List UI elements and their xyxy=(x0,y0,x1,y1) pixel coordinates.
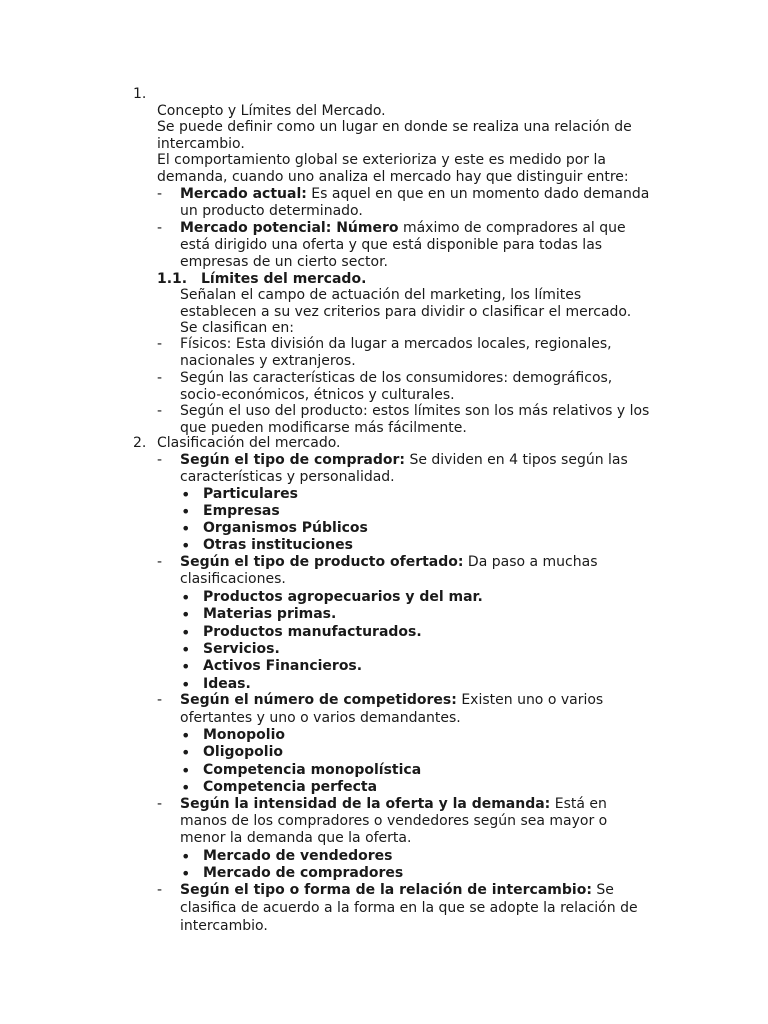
item-continuation: características y personalidad. xyxy=(180,469,395,485)
section-1-number: 1. xyxy=(133,86,147,102)
bullet-icon: • xyxy=(181,519,191,538)
item-continuation: clasifica de acuerdo a la forma en la que se adopte la relación de xyxy=(180,900,638,916)
list-item: Según las características de los consumidores: demográficos, xyxy=(180,370,613,386)
bullet-icon: • xyxy=(181,675,191,694)
list-item xyxy=(180,220,626,237)
bullet-item: Mercado de vendedores xyxy=(203,848,393,864)
item-continuation: socio-económicos, étnicos y culturales. xyxy=(180,387,455,403)
bullet-icon: • xyxy=(181,726,191,745)
list-item xyxy=(180,692,603,709)
bullet-icon: • xyxy=(181,761,191,780)
bullet-icon: • xyxy=(181,657,191,676)
paragraph-line: Se clasifican en: xyxy=(180,320,294,336)
dash-marker xyxy=(157,186,162,203)
bullet-item: Competencia perfecta xyxy=(203,779,378,795)
item-text: Se dividen en 4 tipos según las xyxy=(405,452,628,468)
bullet-item: Empresas xyxy=(203,503,280,519)
paragraph-line: demanda, cuando uno analiza el mercado hay que distinguir entre: xyxy=(157,169,629,185)
item-label: Según el tipo o forma de la relación de intercambio: xyxy=(180,882,592,898)
subsection-number: 1.1. xyxy=(157,271,188,287)
bullet-item: Particulares xyxy=(203,486,298,502)
list-item xyxy=(180,554,598,571)
dash-marker xyxy=(157,554,162,571)
bullet-item: Servicios. xyxy=(203,641,280,657)
item-label: Según el tipo de comprador: xyxy=(180,452,405,468)
bullet-item: Mercado de compradores xyxy=(203,865,404,881)
paragraph-line: establecen a su vez criterios para dividir o clasificar el mercado. xyxy=(180,304,632,320)
bullet-icon: • xyxy=(181,485,191,504)
item-label: Mercado potencial: Número xyxy=(180,220,399,236)
bullet-icon: • xyxy=(181,640,191,659)
item-label: Según el tipo de producto ofertado: xyxy=(180,554,464,570)
list-item xyxy=(180,796,607,813)
bullet-icon: • xyxy=(181,847,191,866)
item-label: Según el número de competidores: xyxy=(180,692,457,708)
item-continuation: menor la demanda que la oferta. xyxy=(180,830,412,846)
paragraph-line: El comportamiento global se exterioriza y este es medido por la xyxy=(157,152,606,168)
dash-marker xyxy=(157,220,162,237)
bullet-item: Productos agropecuarios y del mar. xyxy=(203,589,483,605)
item-continuation: clasificaciones. xyxy=(180,571,286,587)
item-continuation: un producto determinado. xyxy=(180,203,363,219)
bullet-item: Monopolio xyxy=(203,727,285,743)
item-continuation: intercambio. xyxy=(180,918,268,934)
bullet-item: Organismos Públicos xyxy=(203,520,368,536)
paragraph-line: Señalan el campo de actuación del marketing, los límites xyxy=(180,287,582,303)
bullet-item: Otras instituciones xyxy=(203,537,353,553)
item-text: Es aquel en que en un momento dado demanda xyxy=(306,186,650,202)
bullet-icon: • xyxy=(181,778,191,797)
item-continuation: empresas de un cierto sector. xyxy=(180,254,389,270)
section-2-number: 2. xyxy=(133,435,147,451)
item-label: Mercado actual: xyxy=(180,186,307,202)
list-item xyxy=(180,452,628,469)
paragraph-line: intercambio. xyxy=(157,136,245,152)
list-item: Físicos: Esta división da lugar a mercados locales, regionales, xyxy=(180,336,612,352)
item-label: Según la intensidad de la oferta y la demanda: xyxy=(180,796,551,812)
list-item: Según el uso del producto: estos límites son los más relativos y los xyxy=(180,403,650,419)
dash-marker xyxy=(157,882,162,899)
dash-marker xyxy=(157,692,162,709)
bullet-icon: • xyxy=(181,623,191,642)
subsection-title: Límites del mercado. xyxy=(201,271,367,287)
list-item xyxy=(180,882,614,899)
bullet-item: Oligopolio xyxy=(203,744,283,760)
item-text: Se xyxy=(591,882,614,898)
dash-marker xyxy=(157,336,162,353)
bullet-item: Ideas. xyxy=(203,676,251,692)
item-text: Está en xyxy=(550,796,607,812)
section-2-heading: Clasificación del mercado. xyxy=(157,435,341,451)
bullet-icon: • xyxy=(181,605,191,624)
item-continuation: manos de los compradores o vendedores según sea mayor o xyxy=(180,813,608,829)
section-1-heading: Concepto y Límites del Mercado. xyxy=(157,103,386,119)
list-item xyxy=(180,186,649,203)
bullet-icon: • xyxy=(181,864,191,883)
bullet-item: Materias primas. xyxy=(203,606,337,622)
bullet-icon: • xyxy=(181,536,191,555)
dash-marker xyxy=(157,370,162,387)
dash-marker xyxy=(157,452,162,469)
item-text: Da paso a muchas xyxy=(463,554,598,570)
item-continuation: nacionales y extranjeros. xyxy=(180,353,356,369)
item-continuation: que pueden modificarse más fácilmente. xyxy=(180,420,467,436)
item-text: máximo de compradores al que xyxy=(398,220,626,236)
item-continuation: ofertantes y uno o varios demandantes. xyxy=(180,710,461,726)
dash-marker xyxy=(157,796,162,813)
item-text: Existen uno o varios xyxy=(456,692,604,708)
item-continuation: está dirigido una oferta y que está disponible para todas las xyxy=(180,237,603,253)
paragraph-line: Se puede definir como un lugar en donde se realiza una relación de xyxy=(157,119,632,135)
bullet-icon: • xyxy=(181,588,191,607)
bullet-icon: • xyxy=(181,502,191,521)
dash-marker xyxy=(157,403,162,420)
bullet-item: Productos manufacturados. xyxy=(203,624,422,640)
bullet-item: Activos Financieros. xyxy=(203,658,363,674)
bullet-item: Competencia monopolística xyxy=(203,762,422,778)
bullet-icon: • xyxy=(181,743,191,762)
